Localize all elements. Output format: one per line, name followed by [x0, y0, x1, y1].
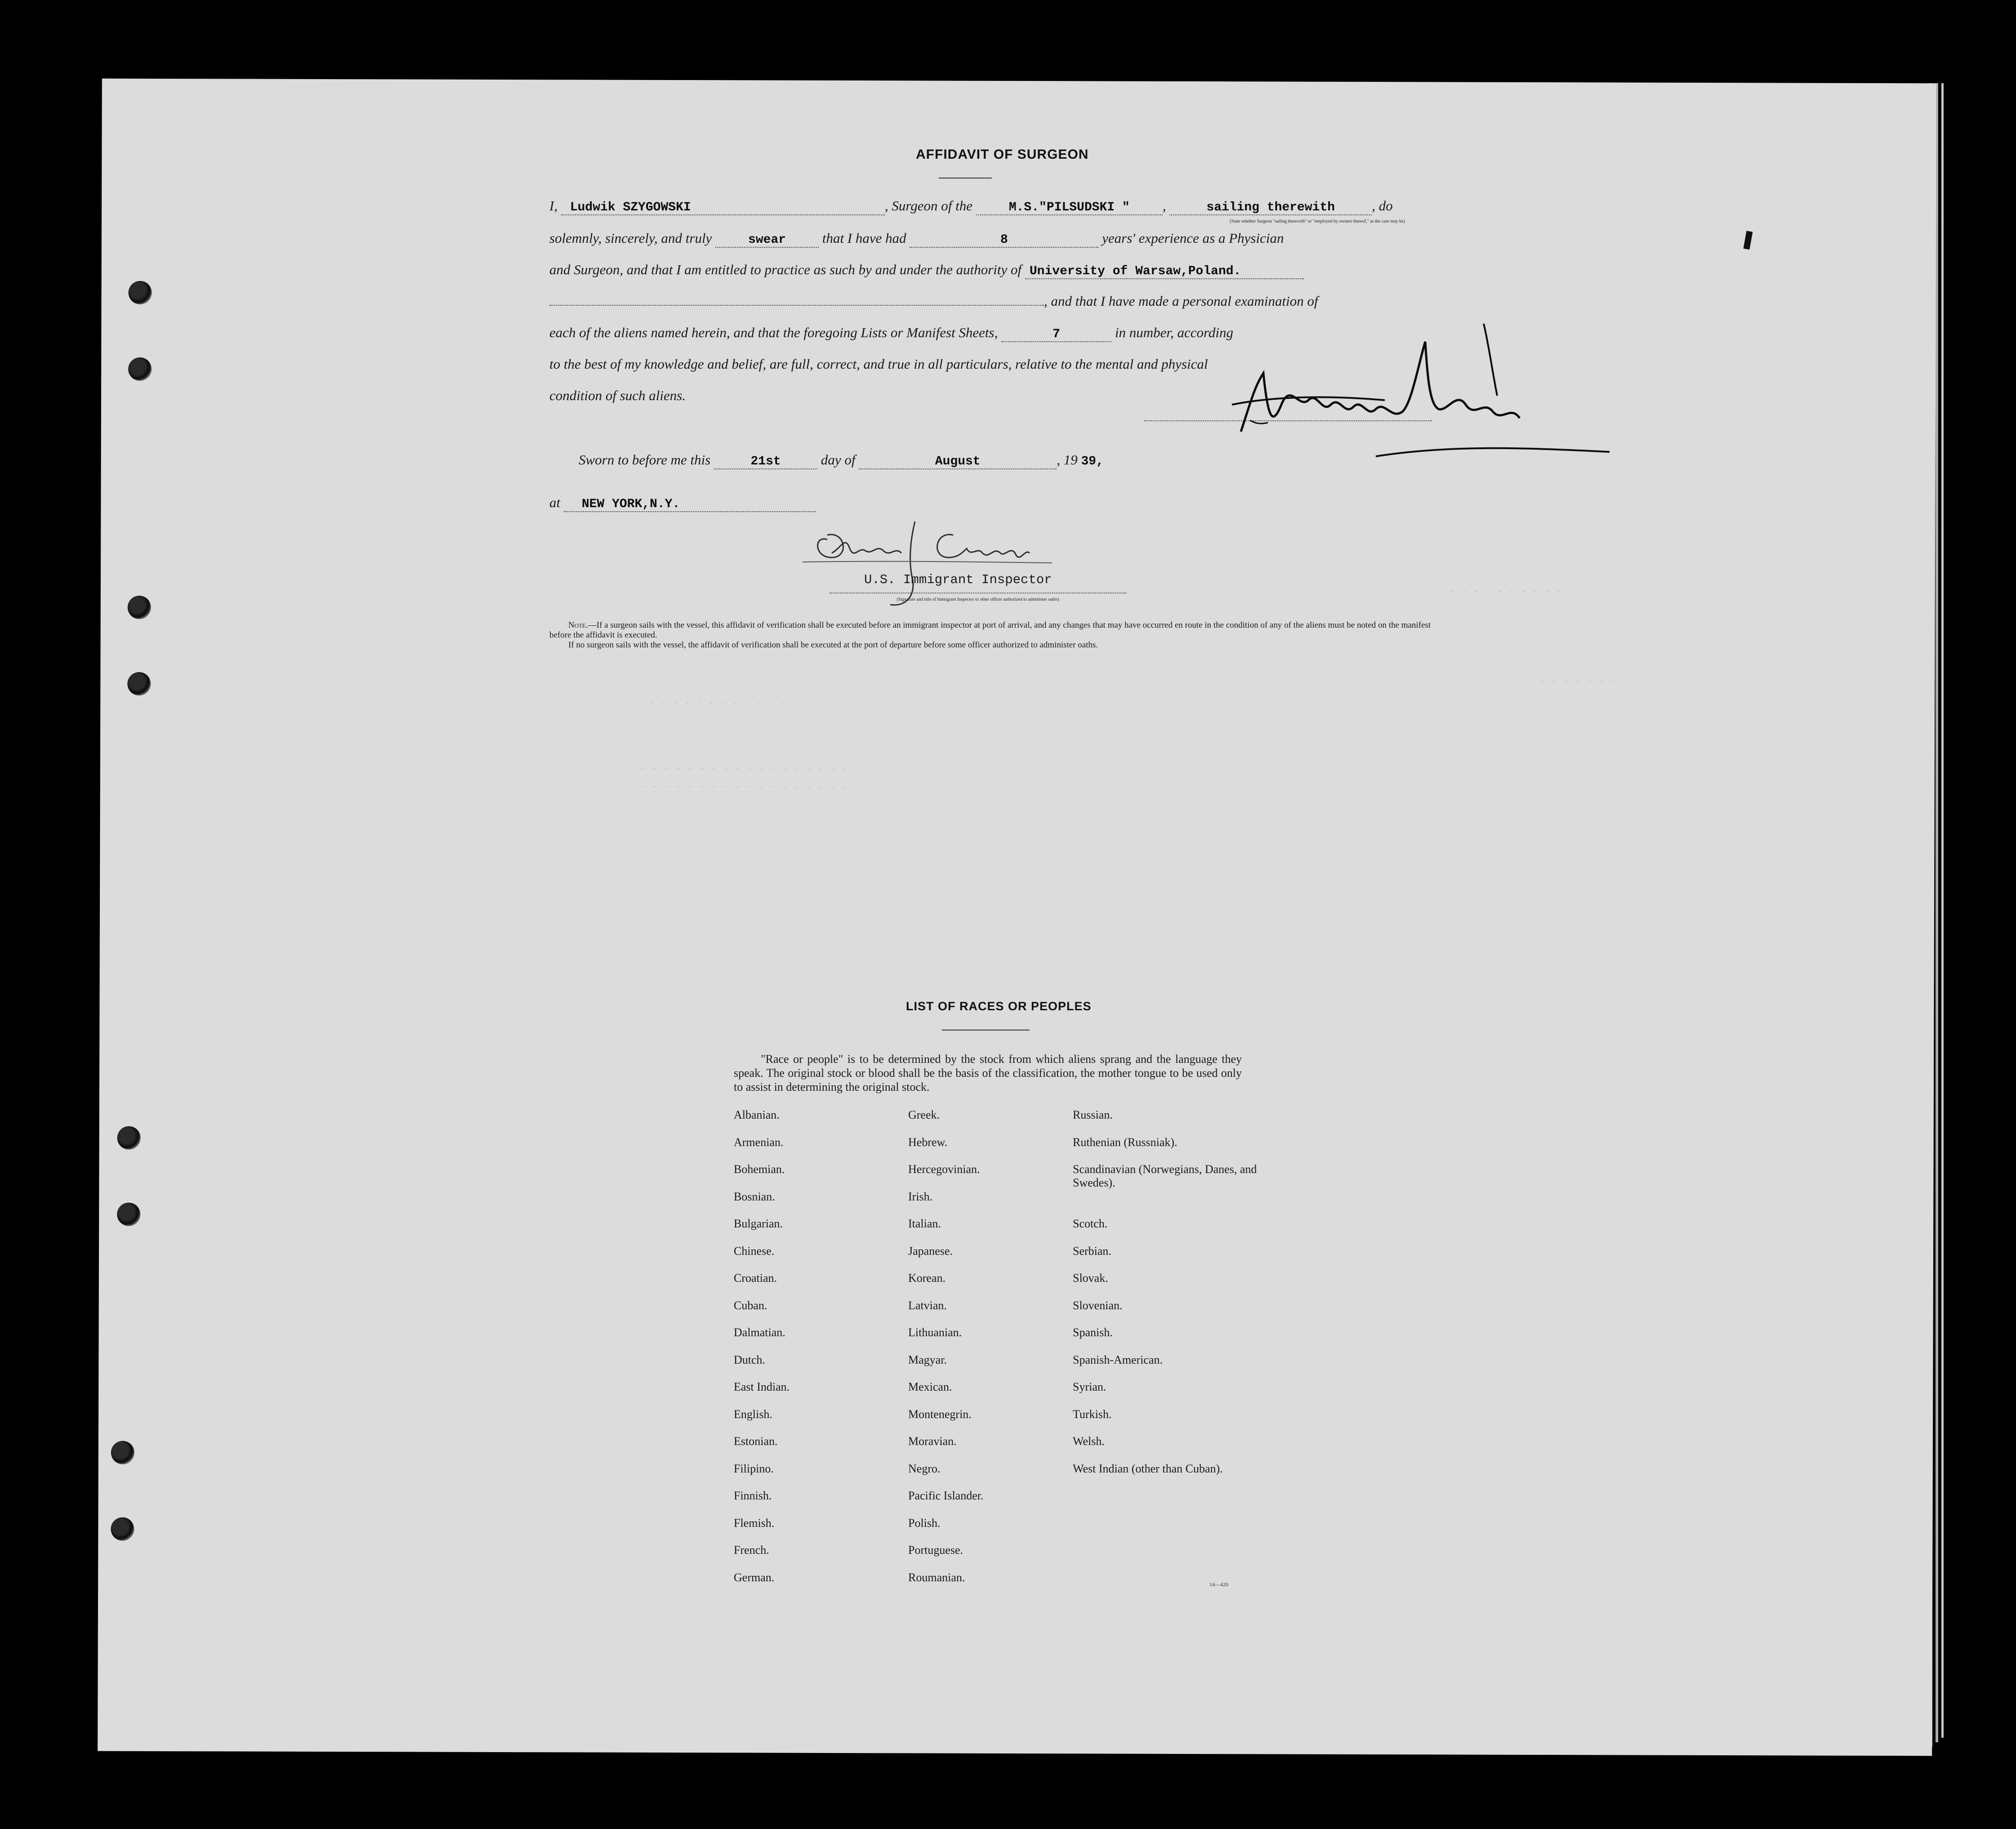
race-item: Magyar. [908, 1353, 947, 1366]
line-text: and Surgeon, and that I am entitled to practice as such by and under the authority of [549, 262, 1022, 277]
race-item: Hebrew. [908, 1135, 948, 1149]
races-column-3 [1073, 1108, 1262, 1489]
race-item: Italian. [908, 1217, 941, 1230]
race-item: West Indian (other than Cuban). [1073, 1462, 1223, 1475]
affidavit-line-2 [549, 230, 1284, 250]
race-item: Irish. [908, 1190, 933, 1203]
place-field: NEW YORK,N.Y. [564, 497, 816, 512]
race-item: Slovenian. [1073, 1298, 1123, 1312]
authority-field-continued [549, 305, 1044, 306]
race-item: French. [734, 1543, 769, 1557]
line-text: at [549, 495, 561, 510]
race-item: Lithuanian. [908, 1326, 962, 1339]
race-item: Chinese. [734, 1244, 775, 1258]
page-edge-2 [1936, 83, 1938, 1742]
bleed-through-text: - - - - - - - [1539, 676, 1617, 687]
surgeon-signature [1214, 315, 1619, 459]
line-text: , and that I have made a personal examination of [1044, 293, 1318, 309]
footnote-paragraph-1 [549, 620, 1444, 640]
sworn-line [579, 452, 1104, 472]
race-item: Turkish. [1073, 1407, 1112, 1421]
race-item: Latvian. [908, 1298, 947, 1312]
race-item: Korean. [908, 1271, 946, 1285]
race-item: German. [734, 1570, 775, 1584]
punch-hole [117, 1203, 140, 1226]
form-number: 14—420 [1209, 1581, 1228, 1588]
punch-hole [129, 281, 152, 304]
line-text: , [1162, 198, 1166, 214]
place-line [549, 495, 816, 514]
surgeon-relation-field: sailing therewith [1169, 201, 1372, 215]
race-item: Roumanian. [908, 1570, 965, 1584]
authority-field: University of Warsaw,Poland. [1025, 264, 1304, 279]
race-item: Polish. [908, 1516, 941, 1530]
race-item: Finnish. [734, 1489, 772, 1502]
race-item: Pacific Islander. [908, 1489, 984, 1502]
inspector-caption: (Signature and title of Immigrant Inspector or other officer authorized to administer oaths) [896, 597, 1059, 602]
race-item: Spanish-American. [1073, 1353, 1163, 1366]
affidavit-line-1 [549, 198, 1393, 218]
race-item: Scandinavian (Norwegians, Danes, and Swedes). [1073, 1163, 1257, 1189]
race-item: Syrian. [1073, 1380, 1106, 1393]
footnote [549, 620, 1444, 650]
affidavit-line-4 [549, 293, 1318, 313]
affidavit-title: AFFIDAVIT OF SURGEON [916, 147, 1089, 162]
footnote-label: Note. [568, 620, 588, 630]
line-text: , 19 [1057, 452, 1078, 468]
bleed-through-text: - - - - - - - - - - [1449, 585, 1562, 598]
punch-hole [111, 1517, 134, 1541]
footnote-paragraph-2: If no surgeon sails with the vessel, the affidavit of verification shall be executed at the port of departure before some officer authorized to administer oaths. [568, 640, 1098, 650]
race-item: Bosnian. [734, 1190, 775, 1203]
inspector-signature [800, 504, 1115, 611]
line-text: , Surgeon of the [884, 198, 972, 214]
vessel-name-field: M.S."PILSUDSKI " [976, 201, 1163, 215]
race-item: Estonian. [734, 1435, 778, 1448]
affidavit-line-3 [549, 262, 1304, 281]
race-item: Albanian. [734, 1108, 780, 1121]
years-experience-field: 8 [910, 233, 1098, 248]
race-item: Welsh. [1073, 1435, 1105, 1448]
manifest-sheets-field: 7 [1001, 327, 1111, 342]
relation-caption: (State whether Surgeon "sailing therewith" or "employed by owners thereof," as the case may be) [1230, 219, 1405, 224]
race-item: Serbian. [1073, 1244, 1111, 1258]
punch-hole [128, 596, 151, 619]
footnote-text: —If a surgeon sails with the vessel, this affidavit of verification shall be executed before an immigrant inspector at port of arrival, and any changes that may have occurred en route in the condition of any of the aliens must be noted on the manifest before the affidavit is executed. [549, 620, 1431, 640]
race-item: Croatian. [734, 1271, 777, 1285]
sworn-year-field: 39, [1081, 455, 1104, 468]
bleed-through-text: - - - - - - - - - - - - - - - - - - [639, 763, 847, 776]
line-text: years' experience as a Physician [1102, 230, 1284, 246]
race-item: Bohemian. [734, 1163, 785, 1176]
race-item: Portuguese. [908, 1543, 963, 1557]
surgeon-name-field: Ludwik SZYGOWSKI [561, 201, 885, 215]
race-item: Cuban. [734, 1298, 767, 1312]
sworn-day-field: 21st [714, 455, 817, 469]
affidavit-line-5 [549, 325, 1233, 344]
race-item: Hercegovinian. [908, 1163, 980, 1176]
race-item: Dutch. [734, 1353, 766, 1366]
punch-hole [127, 672, 151, 696]
race-item: Scotch. [1073, 1217, 1108, 1230]
races-column-2 [908, 1108, 984, 1598]
line-text: I, [549, 198, 558, 214]
races-column-1 [734, 1108, 789, 1598]
affidavit-line-7: condition of such aliens. [549, 388, 686, 403]
races-title: LIST OF RACES OR PEOPLES [906, 999, 1092, 1013]
bleed-through-text: - - - - - - - - - - - - - - - - - - [639, 781, 847, 794]
punch-hole [111, 1441, 134, 1464]
race-item: Flemish. [734, 1516, 775, 1530]
line-text: each of the aliens named herein, and that the foregoing Lists or Manifest Sheets, [549, 325, 998, 340]
line-text: day of [821, 452, 856, 468]
race-item: Armenian. [734, 1135, 784, 1149]
inspector-title: U.S. Immigrant Inspector [864, 572, 1052, 587]
race-item: Russian. [1073, 1108, 1113, 1121]
bleed-through-text: . . . . . . . . . . . . [649, 696, 785, 708]
line-text: that I have had [822, 230, 906, 246]
sworn-month-field: August [859, 455, 1057, 469]
affidavit-line-6: to the best of my knowledge and belief, are full, correct, and true in all particulars, relative to the mental and physical [549, 356, 1208, 372]
race-item: Greek. [908, 1108, 940, 1121]
race-item: Montenegrin. [908, 1407, 972, 1421]
races-intro: "Race or people" is to be determined by the stock from which aliens sprang and the language they speak. The original stock or blood shall be the basis of the classification, the mother tongue to be used only to assist in determining the original stock. [734, 1053, 1242, 1093]
race-item: Bulgarian. [734, 1217, 783, 1230]
line-text: , do [1372, 198, 1393, 214]
race-item: Moravian. [908, 1435, 957, 1448]
race-item: Dalmatian. [734, 1326, 785, 1339]
race-item: Negro. [908, 1462, 941, 1475]
oath-field: swear [715, 233, 819, 248]
line-text: Sworn to before me this [579, 452, 711, 468]
race-item: Spanish. [1073, 1326, 1113, 1339]
race-item: Ruthenian (Russniak). [1073, 1135, 1177, 1149]
corner-mark [1744, 231, 1753, 250]
race-item: Japanese. [908, 1244, 953, 1258]
race-item: Mexican. [908, 1380, 952, 1393]
punch-hole [128, 357, 152, 381]
line-text: solemnly, sincerely, and truly [549, 230, 712, 246]
page-edge-3 [1941, 83, 1944, 1738]
race-item: English. [734, 1407, 772, 1421]
race-item: Slovak. [1073, 1271, 1108, 1285]
race-item: East Indian. [734, 1380, 790, 1393]
line-text: in number, according [1115, 325, 1234, 340]
race-item: Filipino. [734, 1462, 774, 1475]
punch-hole [117, 1126, 141, 1150]
